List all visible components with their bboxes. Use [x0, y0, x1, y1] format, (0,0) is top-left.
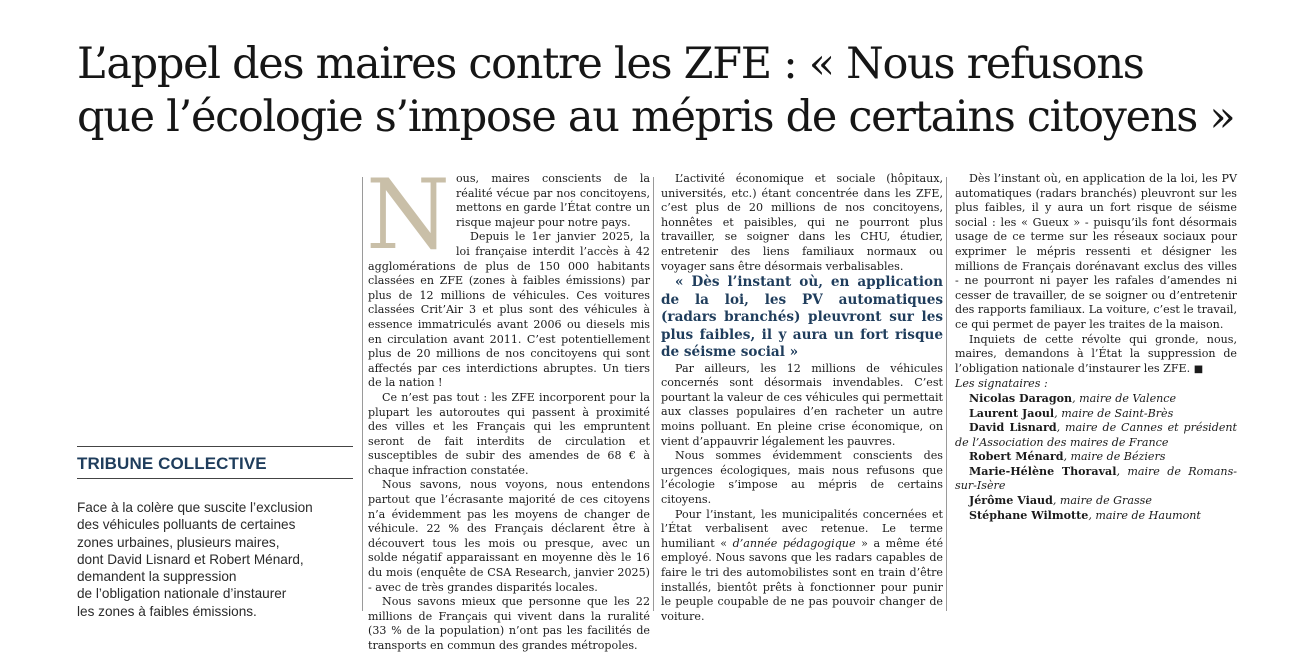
paragraph: Par ailleurs, les 12 millions de véhicules concernés sont désormais invendables. C’est pourtant la valeur de ces véhicules qui permettait aux classes populaires d’en racheter un autre moins polluant. En pleine crise économique, on vient d’appauvrir légalement les pauvres. [661, 361, 943, 448]
signatory-name: Robert Ménard [969, 450, 1064, 464]
signatory-name: Marie-Hélène Thoraval [969, 464, 1117, 478]
signatory [955, 407, 1237, 422]
article-column-3 [955, 172, 1237, 523]
headline-line-1: L’appel des maires contre les ZFE : « Nous refusons [77, 39, 1144, 89]
paragraph: ous, maires conscients de la réalité vécue par nos concitoyens, mettons en garde l’État contre un risque majeur pour notre pays. [456, 172, 650, 229]
paragraph [661, 508, 943, 625]
paragraph: Depuis le 1er janvier 2025, la loi française interdit l’accès à 42 agglomérations de plus de 150 000 habitants classées en ZFE (zones à faibles émissions) par plus de 12 millions de véhicules. Ces voitures classées Crit’Air 3 et plus sont des véhicules à essence immatriculés avant 2006 ou diesels mis en circulation avant 2011. C’est potentiellement plus de 20 millions de nos concitoyens qui sont affectés par ces interdictions abruptes. Un tiers de la nation ! [368, 230, 650, 390]
signatory [955, 392, 1237, 407]
signatory-name: Laurent Jaoul [969, 406, 1055, 420]
italic-phrase: d’année pédagogique [732, 536, 856, 550]
signatory-name: Jérôme Viaud [969, 494, 1053, 508]
sidebar [77, 446, 353, 620]
signatory-role: , maire de Béziers [1063, 450, 1166, 464]
signatory [955, 465, 1237, 494]
signatory [955, 494, 1237, 509]
signatory-role: , maire de Cannes et président de l’Association des maires de France [955, 421, 1237, 449]
chapo-line: demandent la suppression [77, 569, 237, 585]
end-mark-icon: ■ [1193, 363, 1204, 375]
signatory-role: , maire de Saint-Brès [1054, 406, 1174, 420]
paragraph: L’activité économique et sociale (hôpitaux, universités, etc.) étant concentrée dans les ZFE, c’est plus de 20 millions de nos concitoyens, honnêtes et paisibles, qui ne pourront plus travailler, se soigner dans les CHU, étudier, entretenir des liens familiaux normaux ou voyager sans être désormais verbalisables. [661, 172, 943, 273]
headline [77, 38, 1277, 144]
signatory-role: , maire de Grasse [1052, 494, 1152, 508]
paragraph: Ce n’est pas tout : les ZFE incorporent pour la plupart les autoroutes qui passent à proximité des villes et les Français qui les empruntent seront de fait interdits de circulation et susceptibles de subir des amendes de 68 € à chaque infraction constatée. [368, 390, 650, 477]
column-rule [653, 177, 654, 611]
paragraph-text: Inquiets de cette révolte qui gronde, nous, maires, demandons à l’État la suppression de l’obligation nationale d’instaurer les ZFE. [955, 332, 1237, 375]
paragraph: Dès l’instant où, en application de la loi, les PV automatiques (radars branchés) pleuvront sur les plus faibles, il y aura un fort risque de séisme social : les « Gueux » - puisqu’ils font désormais usage de ce terme sur les réseaux sociaux pour exprimer le mépris ressenti et désigner les millions de Français dorénavant exclus des villes - ne pourront ni payer les rafales d’amendes ni cesser de travailler, de se soigner ou d’entretenir des rapports familiaux. La voiture, c’est le travail, ce qui permet de payer les traites de la maison. [955, 172, 1237, 331]
chapo-line: dont David Lisnard et Robert Ménard, [77, 551, 304, 567]
kicker-label: TRIBUNE COLLECTIVE [77, 454, 267, 473]
paragraph-text: » a même été employé. Nous savons que les radars capables de faire le tri des automobilistes sont en train d’être installés, bientôt prêts à fonctionner pour punir le peuple coupable de ne pas pouvoir changer de voiture. [661, 536, 944, 623]
signatory [955, 450, 1237, 465]
chapo-line: de l’obligation nationale d’instaurer [77, 586, 287, 602]
signatories-title: Les signataires : [955, 377, 1048, 391]
chapo-line: Face à la colère que suscite l’exclusion [77, 500, 313, 515]
signatory-name: Nicolas Daragon [969, 391, 1073, 405]
signatory-name: David Lisnard [969, 421, 1057, 435]
chapo [77, 499, 353, 620]
signatory-name: Stéphane Wilmotte [969, 508, 1089, 522]
chapo-line: des véhicules polluants de certaines [77, 517, 296, 533]
chapo-line: les zones à faibles émissions. [77, 603, 257, 619]
chapo-line: zones urbaines, plusieurs maires, [77, 534, 280, 550]
paragraph: Nous savons mieux que personne que les 22 millions de Français qui vivent dans la ruralité (33 % de la population) n’ont pas les facilités de transports en commun des grandes métropoles. [368, 595, 650, 652]
paragraph [955, 333, 1237, 378]
signatory-role: , maire de Valence [1072, 391, 1177, 405]
column-rule [362, 177, 363, 611]
drop-cap: N [366, 159, 450, 271]
article-column-2 [661, 172, 943, 624]
signatory [955, 509, 1237, 524]
signatory [955, 421, 1237, 450]
column-rule [946, 177, 947, 611]
paragraph: Nous sommes évidemment conscients des urgences écologiques, mais nous refusons que l’écologie s’impose au mépris de certains citoyens. [661, 449, 943, 506]
sidebar-top-rule [77, 446, 353, 447]
signatory-role: , maire de Haumont [1088, 508, 1201, 522]
sidebar-bottom-rule [77, 478, 353, 479]
pull-quote: « Dès l’instant où, en application de la loi, les PV automatiques (radars branchés) pleuvront sur les plus faibles, il y aura un fort risque de séisme social » [661, 274, 943, 361]
paragraph: Nous savons, nous voyons, nous entendons partout que l’écrasante majorité de ces citoyens n’a évidemment pas les moyens de changer de véhicule. 22 % des Français déclarent être à découvert tous les mois ou presque, avec un solde négatif apparaissant en moyenne dès le 16 du mois (enquête de CSA Research, janvier 2025) - avec de très grandes disparités locales. [368, 478, 650, 594]
article-column-1 [366, 159, 650, 654]
signatory-role: , maire de Romans-sur-Isère [955, 464, 1238, 493]
paragraph-text: Pour l’instant, les municipalités concernées et l’État verbalisent avec retenue. Le terme humiliant « [661, 507, 943, 550]
headline-line-2: que l’écologie s’impose au mépris de certains citoyens » [77, 92, 1235, 142]
